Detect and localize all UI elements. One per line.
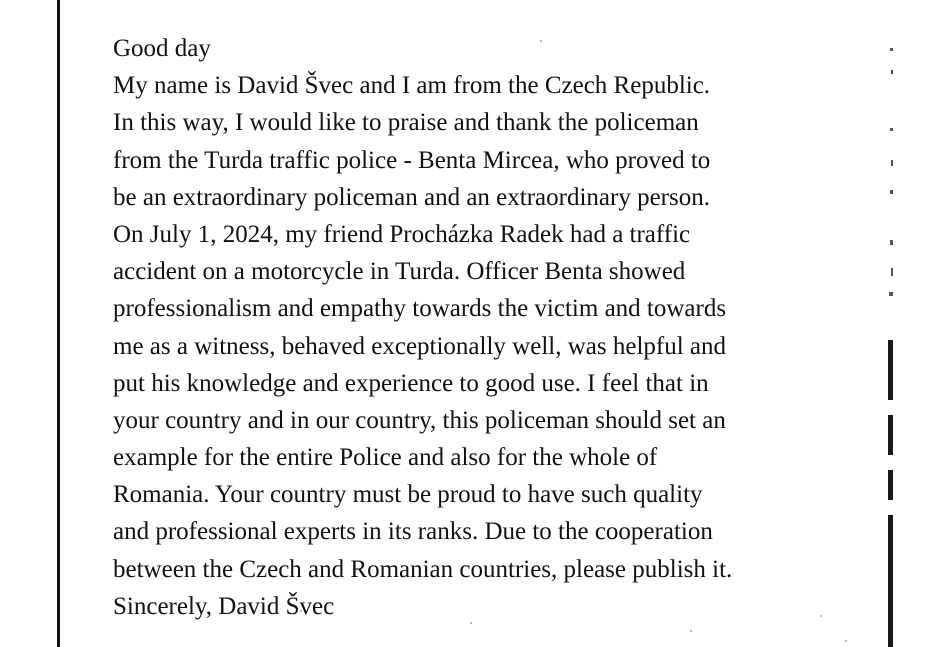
left-margin-rule: [57, 0, 60, 647]
right-scan-edge: [884, 0, 898, 647]
letter-line: Romania. Your country must be proud to have such quality: [113, 481, 703, 509]
letter-signature: Sincerely, David Švec: [113, 592, 335, 620]
letter-line: put his knowledge and experience to good use. I feel that in: [113, 369, 709, 397]
letter-line: On July 1, 2024, my friend Procházka Radek had a traffic: [113, 220, 691, 248]
letter-line: be an extraordinary policeman and an extraordinary person.: [113, 183, 710, 211]
letter-line: from the Turda traffic police - Benta Mircea, who proved to: [113, 146, 711, 174]
letter-line: My name is David Švec and I am from the Czech Republic.: [113, 72, 711, 100]
letter-line: accident on a motorcycle in Turda. Officer Benta showed: [113, 258, 686, 286]
letter-line: example for the entire Police and also for the whole of: [113, 444, 658, 472]
letter-line: and professional experts in its ranks. Due to the cooperation: [113, 518, 713, 546]
letter-line: In this way, I would like to praise and thank the policeman: [113, 109, 699, 137]
letter-line: your country and in our country, this policeman should set an: [113, 406, 726, 434]
letter-line: me as a witness, behaved exceptionally well, was helpful and: [113, 332, 727, 360]
letter-greeting: Good day: [113, 35, 211, 62]
letter-body: [113, 30, 873, 625]
letter-line: professionalism and empathy towards the victim and towards: [113, 295, 727, 323]
letter-line: between the Czech and Romanian countries, please publish it.: [113, 555, 733, 583]
